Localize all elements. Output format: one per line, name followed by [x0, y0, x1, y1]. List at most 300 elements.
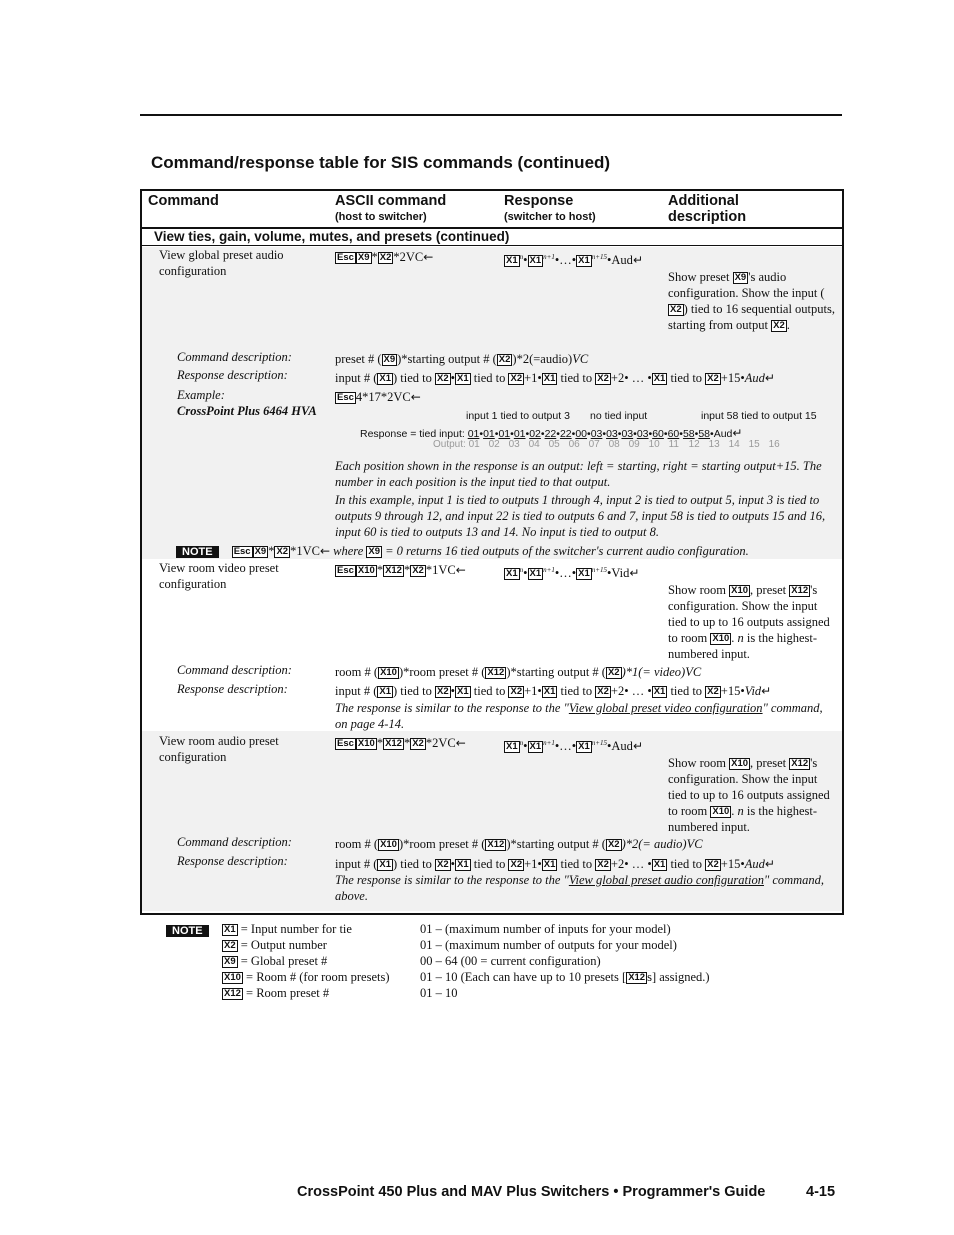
text: )*1(= video)	[621, 665, 686, 679]
text: 4*17*2VC	[355, 390, 411, 404]
row2-resp-desc-label: Response description:	[177, 682, 288, 696]
row1-resp-desc	[335, 370, 775, 386]
output-row	[433, 437, 789, 453]
row2-similar	[335, 700, 835, 732]
row1-command: View global preset audio configuration	[159, 248, 284, 278]
tied-input-value: 03	[590, 428, 603, 440]
text: Aud	[744, 371, 765, 385]
legend-key: X12	[224, 988, 241, 999]
page-number: 4-15	[806, 1184, 836, 1200]
x10-key: X10	[380, 667, 397, 678]
x2-key: X2	[607, 667, 620, 678]
text: .	[731, 804, 738, 818]
superscript: n+1	[543, 253, 555, 261]
x9-key: X9	[368, 546, 380, 557]
bullet: •	[510, 428, 514, 440]
text: The response is similar to the response to the "	[335, 873, 569, 887]
tied-input-value: 01	[467, 428, 480, 440]
text: Aud	[611, 739, 633, 753]
superscript: n+15	[591, 566, 608, 574]
header-additional: Additional description	[668, 193, 747, 225]
text: " command, above.	[335, 873, 825, 903]
bullet: •	[571, 253, 577, 267]
output-number: 11	[668, 439, 679, 450]
superscript: n+15	[591, 253, 608, 261]
x1-key: X1	[457, 686, 469, 697]
note-badge: NOTE	[176, 546, 219, 558]
text: )*starting output # (	[397, 352, 497, 366]
return-icon: ↵	[764, 371, 775, 385]
row1-para1: Each position shown in the response is an output: left = starting, right = starting output+15. The number in each position is the input tied to that output.	[335, 459, 822, 489]
enter-icon: ←	[455, 736, 466, 750]
x2-key: X2	[597, 686, 609, 697]
legend-range: 01 – (maximum number of inputs for your model)	[420, 922, 671, 936]
tied-input-value: 22	[544, 428, 557, 440]
tied-input-value: 01	[483, 428, 495, 440]
row1-response	[504, 249, 643, 268]
text: n	[737, 804, 744, 818]
text: room # (	[335, 837, 379, 851]
esc-key: Esc	[337, 738, 354, 749]
x1-key: X1	[379, 859, 391, 870]
tied-input-value: 60	[667, 428, 680, 440]
legend-def: = Global preset #	[237, 954, 328, 968]
x1-key: X1	[578, 741, 590, 752]
x2-key: X2	[607, 839, 620, 850]
header-ascii	[335, 193, 446, 225]
text: VC	[686, 837, 703, 851]
bullet: •	[633, 428, 637, 440]
text: .	[731, 631, 738, 645]
legend-row	[222, 953, 742, 969]
text: Vid	[744, 684, 762, 698]
bullet: •	[571, 428, 576, 440]
x12-key: X12	[791, 758, 809, 769]
legend-def: = Room preset #	[242, 986, 330, 1000]
text: n	[737, 631, 744, 645]
text: tied to	[667, 371, 706, 385]
text: +1•	[524, 857, 542, 871]
row3-command: View room audio preset configuration	[159, 734, 279, 764]
legend-key: X1	[224, 924, 236, 935]
separator: *	[393, 250, 400, 264]
x2-key: X2	[437, 686, 449, 697]
text: ) tied to	[392, 684, 435, 698]
row1-example-label: Example:	[177, 388, 225, 402]
text: tied to	[470, 684, 509, 698]
bullet: •	[648, 428, 653, 440]
x2-key: X2	[498, 354, 511, 365]
text: tied to	[470, 371, 509, 385]
row2-response	[504, 562, 639, 581]
output-number: 03	[508, 439, 520, 450]
text: is the highest-numbered input.	[668, 804, 818, 834]
output-number: 04	[528, 439, 540, 450]
text: Aud	[713, 428, 733, 440]
tied-input-value: 60	[652, 428, 664, 440]
bullet: •	[479, 428, 484, 440]
text: , preset	[750, 756, 790, 770]
bullet: •	[679, 428, 683, 440]
output-number: 14	[728, 439, 740, 450]
bullet: •	[494, 428, 499, 440]
text: Show preset	[668, 270, 733, 284]
x2-key: X2	[510, 373, 523, 384]
legend-def: = Input number for tie	[237, 922, 352, 936]
return-icon: ↵	[632, 253, 643, 267]
output-number: 05	[548, 439, 560, 450]
bullet: •	[617, 428, 622, 440]
row1-cmd-desc-label: Command description:	[177, 350, 292, 364]
row3-similar	[335, 872, 835, 904]
text: )*starting output # (	[506, 665, 606, 679]
return-icon: ↵	[732, 426, 743, 440]
separator: *	[371, 250, 378, 264]
annotation-1: input 1 tied to output 3	[466, 410, 570, 422]
bullet: •	[450, 371, 456, 385]
legend-row	[222, 937, 742, 953]
tied-input-value: 58	[698, 428, 711, 440]
legend-range: 01 – (maximum number of outputs for your model)	[420, 938, 677, 952]
x10-key: X10	[712, 633, 730, 644]
row3-response	[504, 735, 643, 754]
header-ascii-sub: (host to switcher)	[335, 211, 427, 223]
x12-key: X12	[791, 585, 809, 596]
superscript: n+15	[591, 739, 608, 747]
separator: *	[403, 563, 411, 577]
superscript: n+1	[543, 566, 555, 574]
x12-key: X12	[628, 972, 646, 983]
legend-range: 00 – 64 (00 = current configuration)	[420, 954, 601, 968]
output-number: 08	[608, 439, 620, 450]
x2-key: X2	[437, 373, 449, 384]
bullet: •	[710, 428, 714, 440]
esc-key: Esc	[337, 565, 354, 576]
text: +1•	[524, 371, 542, 385]
text: 's audio configuration. Show the input (	[668, 270, 825, 300]
superscript: n	[519, 739, 524, 747]
x1-key: X1	[529, 568, 542, 579]
bullet: •	[694, 428, 699, 440]
tied-input-value: 00	[575, 428, 588, 440]
text: , preset	[750, 583, 790, 597]
row3-resp-desc	[335, 856, 775, 872]
text: input # (	[335, 684, 378, 698]
text: )*room preset # (	[398, 837, 486, 851]
bullet: •	[663, 428, 668, 440]
row3-cmd-desc-label: Command description:	[177, 835, 292, 849]
text: 's configuration. Show the input tied to up to 16 outputs assigned to room	[668, 756, 830, 818]
x9-key: X9	[254, 546, 267, 557]
x1-key: X1	[578, 255, 590, 266]
x2-key: X2	[597, 859, 609, 870]
separator: *	[268, 544, 275, 558]
row1-description	[668, 269, 836, 333]
text: VC	[572, 352, 589, 366]
tied-input-value: 03	[636, 428, 649, 440]
text: tied to	[557, 857, 596, 871]
separator: *	[425, 736, 433, 750]
esc-key: Esc	[337, 252, 354, 263]
separator: *	[425, 563, 433, 577]
x1-key: X1	[653, 373, 666, 384]
bullet: •	[607, 566, 612, 580]
legend-row	[222, 985, 742, 1001]
bullet: •	[571, 566, 577, 580]
text: Show room	[668, 756, 730, 770]
legend	[222, 921, 742, 1001]
header-ascii-label: ASCII command	[335, 193, 447, 209]
x10-key: X10	[357, 565, 375, 576]
bullet: •	[602, 428, 607, 440]
text: tied to	[557, 371, 596, 385]
text: Vid	[611, 566, 630, 580]
x1-key: X1	[543, 686, 556, 697]
legend-def: = Output number	[237, 938, 327, 952]
note-badge: NOTE	[166, 925, 209, 937]
x1-key: X1	[506, 741, 518, 752]
x1-key: X1	[543, 373, 556, 384]
bullet: •	[523, 566, 528, 580]
text: 's configuration. Show the input tied to up to 16 outputs assigned to room	[668, 583, 830, 645]
top-rule	[140, 114, 842, 116]
enter-icon: ←	[455, 563, 466, 577]
annotation-3: input 58 tied to output 15	[701, 410, 817, 422]
text: " command, on page 4-14.	[335, 701, 823, 731]
header-response-sub: (switcher to host)	[504, 211, 596, 223]
legend-range	[420, 969, 710, 985]
text: tied to	[470, 857, 509, 871]
row1-note	[176, 543, 836, 559]
output-number: 10	[648, 439, 660, 450]
tied-input-value: 58	[682, 428, 695, 440]
tied-input-value: 03	[621, 428, 634, 440]
bullet: •	[587, 428, 591, 440]
tied-input-value: 02	[529, 428, 541, 440]
section-divider	[142, 245, 842, 246]
text: Output:	[433, 439, 466, 450]
row2-command: View room video preset configuration	[159, 561, 279, 591]
tied-input-value: 01	[513, 428, 526, 440]
x12-key: X12	[385, 565, 402, 576]
row2-cmd-desc-label: Command description:	[177, 663, 292, 677]
text: Aud	[744, 857, 765, 871]
x2-key: X2	[379, 252, 392, 263]
text: tied to	[667, 684, 706, 698]
row1-para2: In this example, input 1 is tied to outputs 1 through 4, input 2 is tied to output 5, input 3 is tied to outputs 9 through 12, and input 22 is tied to outputs 6 and 7, input 58 is tied to outputs 15 and 16, input 60 is tied to outputs 13 and 14. No input is tied to output 8.	[335, 493, 826, 539]
x1-key: X1	[653, 686, 666, 697]
row2-resp-desc	[335, 683, 771, 699]
legend-key: X9	[224, 956, 236, 967]
legend-key: X2	[224, 940, 236, 951]
text: = 0 returns 16 tied outputs of the switcher's current audio configuration.	[382, 544, 749, 558]
text: tied to	[557, 684, 596, 698]
output-number: 01	[468, 439, 480, 450]
bullet: •	[450, 684, 456, 698]
cross-reference-link[interactable]: View global preset video configuration	[568, 701, 763, 715]
text: ) tied to 16 sequential outputs, starting from output	[668, 302, 835, 332]
text: s] assigned.)	[647, 970, 710, 984]
ellipsis: …	[559, 566, 572, 580]
enter-icon: ←	[410, 390, 421, 404]
x1-key: X1	[653, 859, 666, 870]
output-number: 13	[708, 439, 720, 450]
x2-key: X2	[437, 859, 449, 870]
x2-key: X2	[510, 859, 523, 870]
esc-key: Esc	[337, 392, 354, 403]
x10-key: X10	[357, 738, 375, 749]
text: 01 – 10 (Each can have up to 10 presets [	[420, 970, 627, 984]
row2-ascii	[335, 562, 466, 578]
text: +1•	[524, 684, 542, 698]
bullet: •	[450, 857, 456, 871]
x1-key: X1	[379, 686, 391, 697]
output-number: 06	[568, 439, 580, 450]
bullet: •	[523, 253, 528, 267]
x2-key: X2	[276, 546, 289, 557]
response-suffix: Aud	[611, 253, 633, 267]
separator: *	[403, 736, 411, 750]
x9-key: X9	[383, 354, 396, 365]
text: Show room	[668, 583, 730, 597]
x10-key: X10	[731, 758, 749, 769]
text: 2VC	[432, 736, 456, 750]
bullet: •	[523, 739, 528, 753]
bullet: •	[571, 739, 577, 753]
superscript: n	[519, 566, 524, 574]
row2-cmd-desc	[335, 664, 701, 680]
tied-input-value: 01	[498, 428, 511, 440]
legend-row	[222, 969, 742, 985]
x1-key: X1	[543, 859, 556, 870]
output-number: 07	[588, 439, 600, 450]
separator: *	[376, 563, 384, 577]
row1-ascii	[335, 249, 433, 265]
x10-key: X10	[712, 806, 730, 817]
return-icon: ↵	[629, 566, 640, 580]
x1-key: X1	[506, 568, 518, 579]
x1-key: X1	[379, 373, 391, 384]
output-number: 09	[628, 439, 640, 450]
bullet: •	[607, 739, 612, 753]
cross-reference-link[interactable]: View global preset audio configuration	[568, 873, 764, 887]
x2-key: X2	[597, 373, 609, 384]
x1-key: X1	[457, 859, 469, 870]
table-header	[142, 191, 842, 229]
esc-key: Esc	[233, 546, 251, 557]
legend-row	[222, 921, 742, 937]
output-number: 02	[488, 439, 500, 450]
text: room # (	[335, 665, 379, 679]
bullet: •	[554, 739, 560, 753]
x2-key: X2	[670, 304, 682, 315]
tied-input-value: 03	[606, 428, 618, 440]
text: tied to	[667, 857, 706, 871]
separator: *	[290, 544, 297, 558]
x2-key: X2	[707, 373, 719, 384]
x12-key: X12	[385, 738, 402, 749]
x12-key: X12	[487, 667, 505, 678]
legend-key: X10	[224, 972, 241, 983]
text: +15•	[720, 684, 745, 698]
x1-key: X1	[529, 741, 542, 752]
text: Response = tied input:	[360, 428, 465, 440]
x2-key: X2	[412, 565, 424, 576]
bullet: •	[554, 566, 560, 580]
text: .	[786, 318, 790, 332]
row1-cmd-desc	[335, 351, 588, 367]
text: where	[330, 544, 367, 558]
text: 1VC	[432, 563, 456, 577]
text: +15•	[720, 371, 745, 385]
row3-resp-desc-label: Response description:	[177, 854, 288, 868]
row2-description	[668, 582, 836, 662]
row3-description	[668, 755, 836, 835]
text: )*room preset # (	[398, 665, 486, 679]
x9-key: X9	[734, 272, 747, 283]
enter-icon: ←	[319, 544, 331, 558]
ellipsis: …	[559, 739, 572, 753]
text: ) tied to	[392, 857, 435, 871]
footer-title: CrossPoint 450 Plus and MAV Plus Switchers • Programmer's Guide	[297, 1184, 766, 1200]
bullet: •	[607, 253, 612, 267]
text: +2• … •	[610, 857, 652, 871]
ascii-suffix: 2VC	[399, 250, 424, 264]
header-response-label: Response	[504, 193, 574, 209]
annotation-2: no tied input	[590, 410, 648, 422]
text: )*2(=audio)	[512, 352, 573, 366]
row1-example-model: CrossPoint Plus 6464 HVA	[177, 404, 317, 418]
return-icon: ↵	[632, 739, 643, 753]
x2-key: X2	[412, 738, 424, 749]
tied-input-value: 22	[559, 428, 572, 440]
ellipsis: …	[559, 253, 572, 267]
text: +2• … •	[610, 684, 652, 698]
page-title: Command/response table for SIS commands (continued)	[151, 153, 611, 172]
output-number: 12	[688, 439, 700, 450]
command-table	[140, 189, 844, 915]
header-command: Command	[148, 193, 219, 209]
text: 1VC	[296, 544, 320, 558]
text: The response is similar to the response to the "	[335, 701, 569, 715]
text: )*2(= audio)	[621, 837, 687, 851]
text: input # (	[335, 857, 378, 871]
superscript: n	[519, 253, 524, 261]
header-response	[504, 193, 596, 225]
x10-key: X10	[380, 839, 397, 850]
bullet: •	[554, 253, 560, 267]
output-values	[469, 439, 789, 450]
x10-key: X10	[731, 585, 749, 596]
x2-key: X2	[707, 686, 719, 697]
x2-key: X2	[773, 320, 785, 331]
section-heading: View ties, gain, volume, mutes, and presets (continued)	[154, 229, 510, 244]
legend-def: = Room # (for room presets)	[242, 970, 390, 984]
x1-key: X1	[506, 255, 518, 266]
legend-range: 01 – 10	[420, 986, 458, 1000]
text: preset # (	[335, 352, 382, 366]
x1-key: X1	[457, 373, 469, 384]
row3-cmd-desc	[335, 836, 703, 852]
row1-resp-desc-label: Response description:	[177, 368, 288, 382]
x2-key: X2	[707, 859, 719, 870]
enter-icon: ←	[423, 250, 434, 264]
text: +15•	[720, 857, 745, 871]
text: +2• … •	[610, 371, 652, 385]
row1-example-cmd	[335, 389, 421, 405]
text: VC	[685, 665, 702, 679]
text: )*starting output # (	[506, 837, 606, 851]
